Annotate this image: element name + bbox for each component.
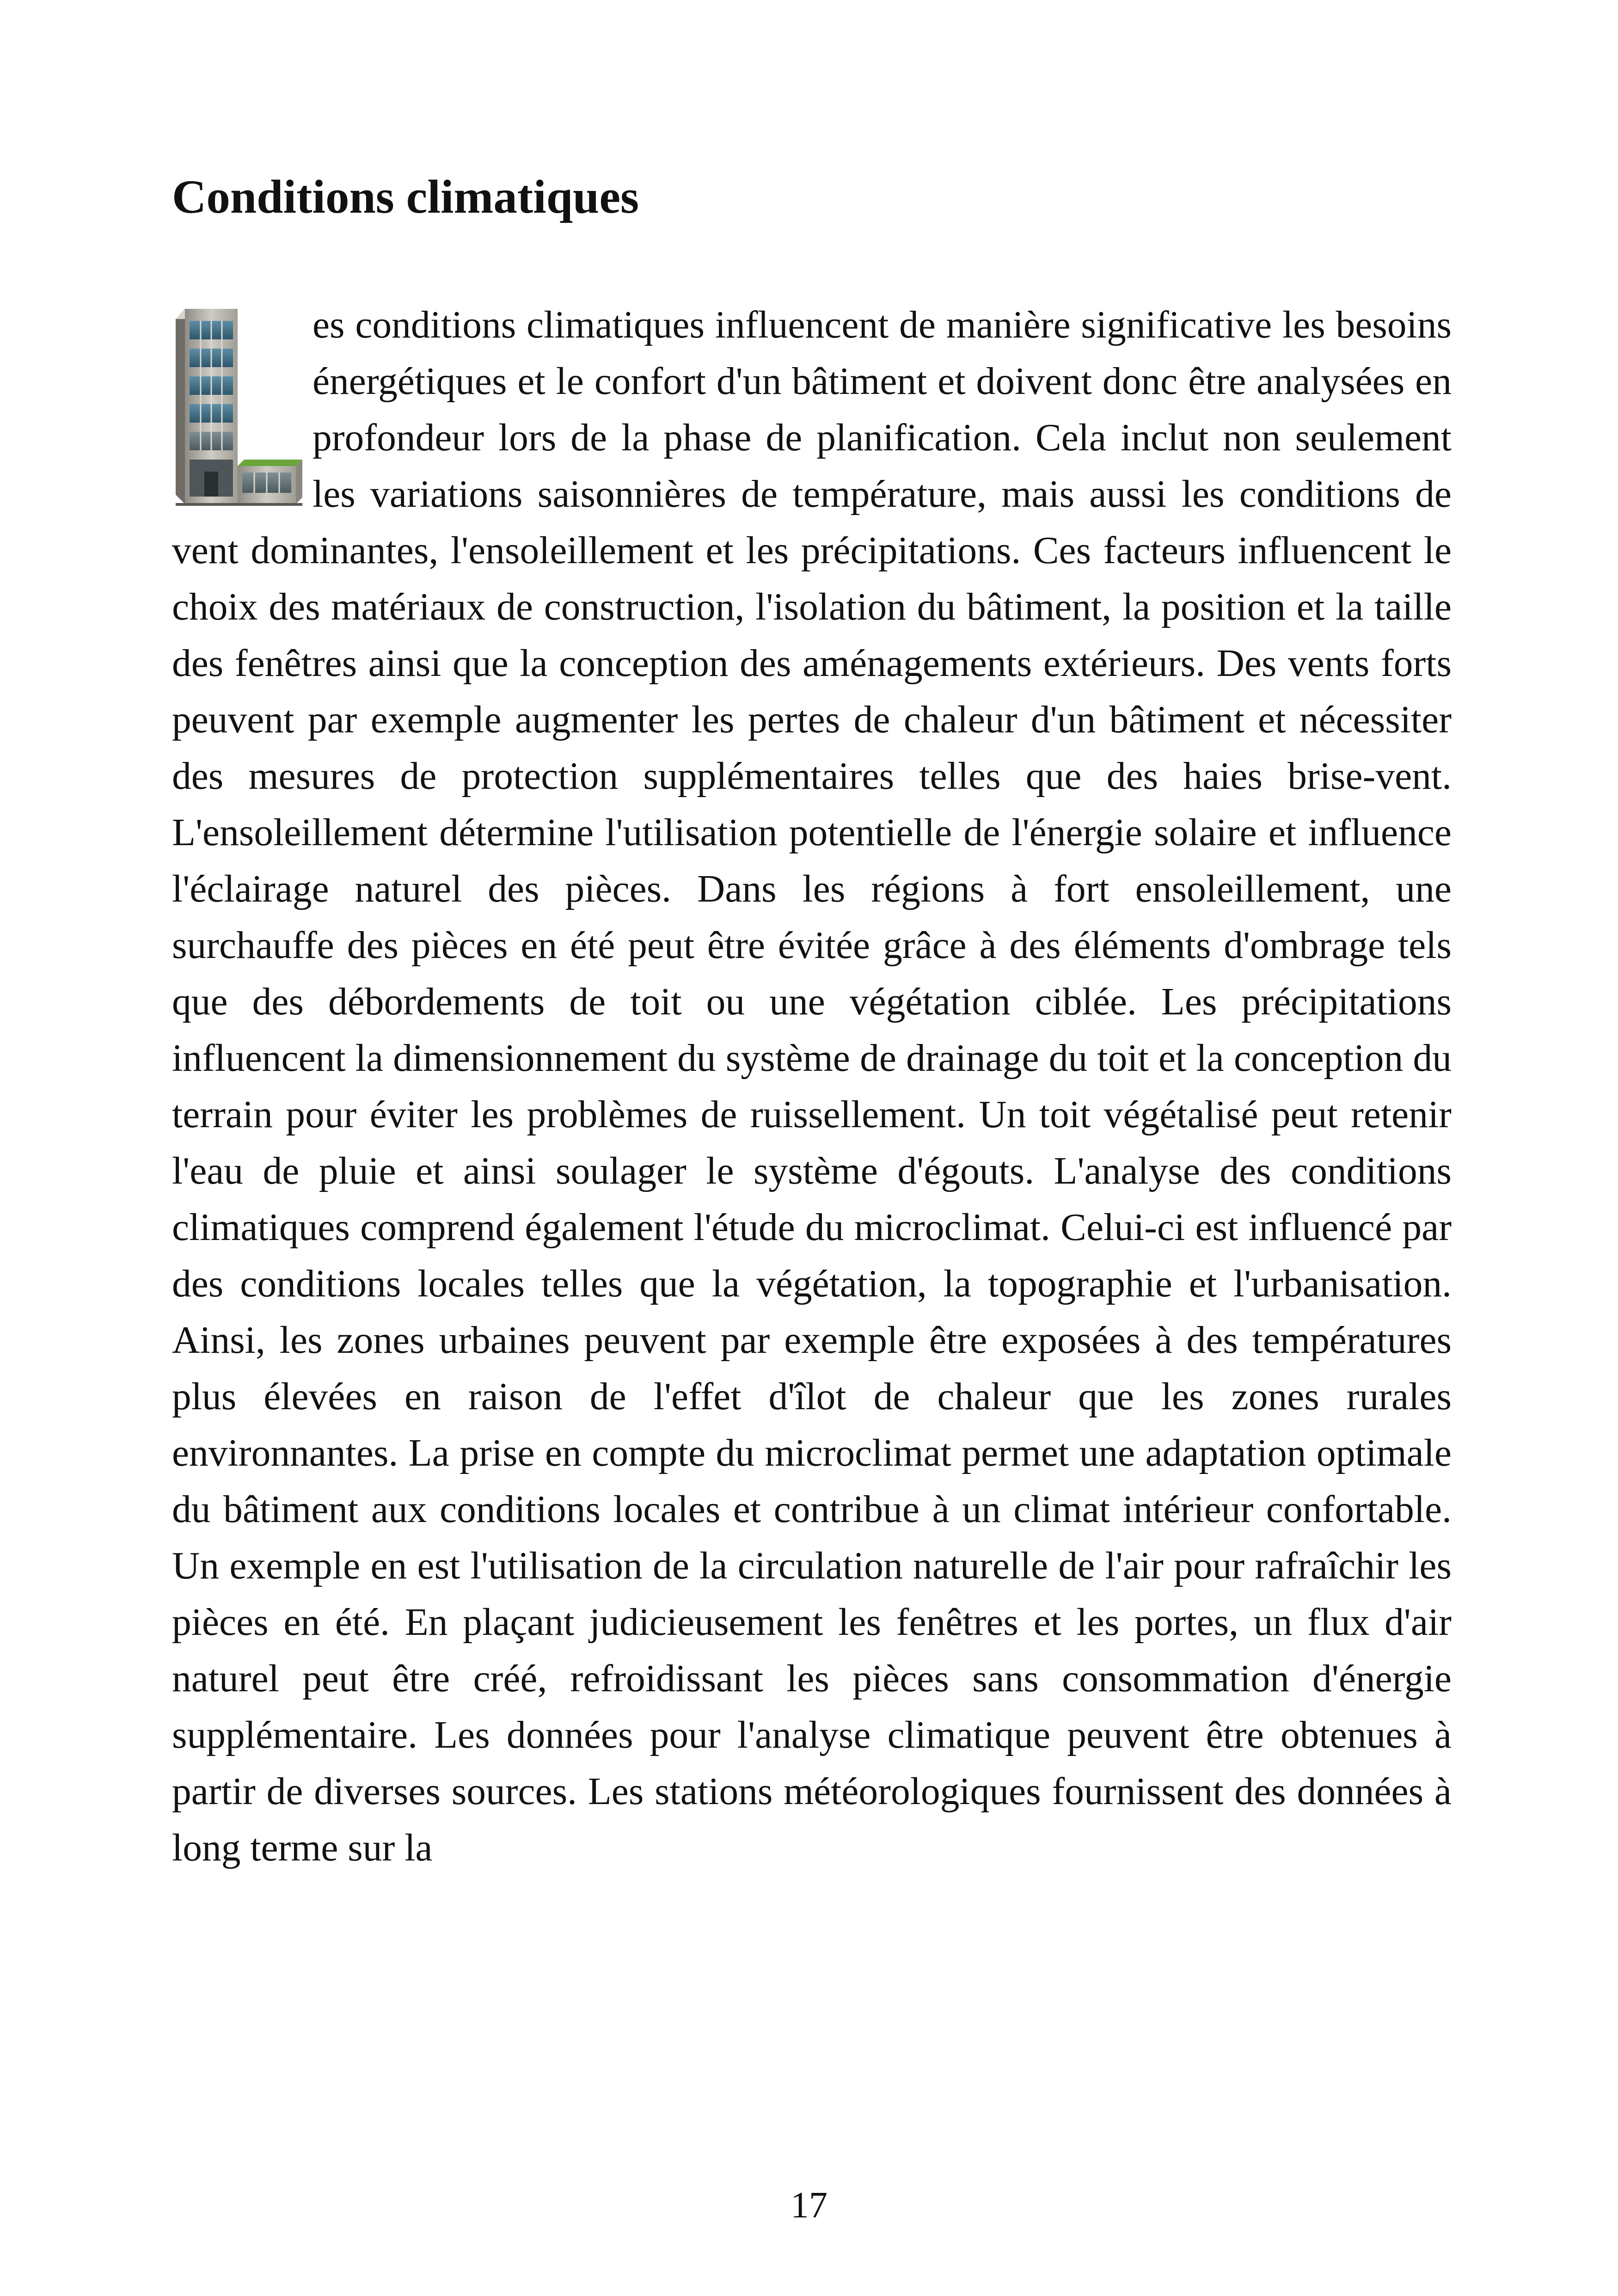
page-number: 17 [791,2185,827,2226]
body-paragraph [172,297,1452,1876]
paragraph-text: es conditions climatiques influencent de manière significative les besoins énergétiques et le confort d'un bâtiment et doivent donc être analysées en profondeur lors de la phase de planification. Cela inclut non seulement les variations saisonnières de température, mais aussi les conditions de vent dominantes, l'ensoleillement et les précipitations. Ces facteurs influencent le choix des matériaux de construction, l'isolation du bâtiment, la position et la taille des fenêtres ainsi que la conception des aménagements extérieurs. Des vents forts peuvent par exemple augmenter les pertes de chaleur d'un bâtiment et nécessiter des mesures de protection supplémentaires telles que des haies brise-vent. L'ensoleillement détermine l'utilisation potentielle de l'énergie solaire et influence l'éclairage naturel des pièces. Dans les régions à fort ensoleillement, une surchauffe des pièces en été peut être évitée grâce à des éléments d'ombrage tels que des débordements de toit ou une végétation ciblée. Les précipitations influencent la dimensionnement du système de drainage du toit et la conception du terrain pour éviter les problèmes de ruissellement. Un toit végétalisé peut retenir l'eau de pluie et ainsi soulager le système d'égouts. L'analyse des conditions climatiques comprend également l'étude du microclimat. Celui-ci est influencé par des conditions locales telles que la végétation, la topographie et l'urbanisation. Ainsi, les zones urbaines peuvent par exemple être exposées à des températures plus élevées en raison de l'effet d'îlot de chaleur que les zones rurales environnantes. La prise en compte du microclimat permet une adaptation optimale du bâtiment aux conditions locales et contribue à un climat intérieur confortable. Un exemple en est l'utilisation de la circulation naturelle de l'air pour rafraîchir les pièces en été. En plaçant judicieusement les fenêtres et les portes, un flux d'air naturel peut être créé, refroidissant les pièces sans consommation d'énergie supplémentaire. Les données pour l'analyse climatique peuvent être obtenues à partir de diverses sources. Les stations météorologiques fournissent des données à long terme sur la [172,304,1452,1869]
section-heading: Conditions climatiques [172,171,639,223]
building-letter-icon [172,301,302,508]
